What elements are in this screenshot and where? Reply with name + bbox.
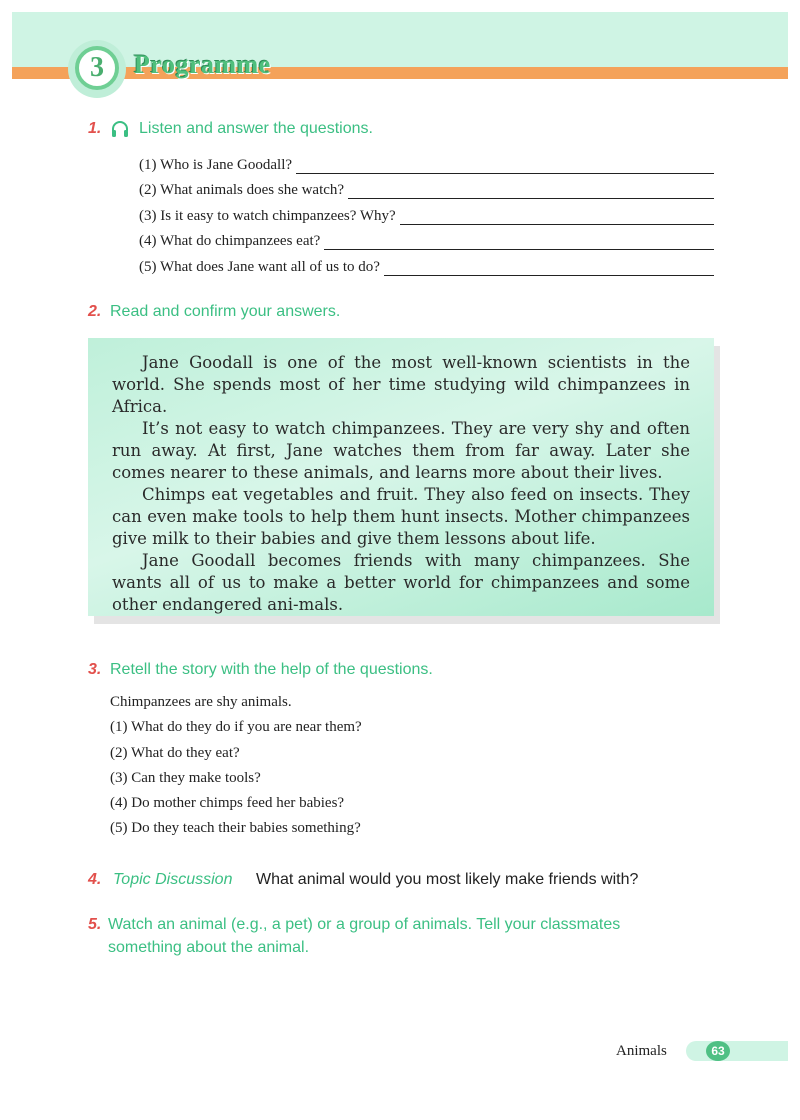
item-5-instruction-line-1: Watch an animal (e.g., a pet) or a group of animals. Tell your classmates (108, 916, 621, 933)
item-2-instruction: Read and confirm your answers. (110, 303, 341, 320)
question-row (139, 250, 714, 276)
question-row (139, 225, 714, 251)
section-number: 3 (75, 46, 119, 90)
answer-line[interactable] (296, 159, 714, 174)
item-5-instruction-line-2: something about the animal. (108, 939, 310, 956)
retell-question: (2) What do they eat? (110, 744, 240, 761)
question-text: (5) What does Jane want all of us to do? (139, 258, 380, 275)
question-text: (2) What animals does she watch? (139, 182, 345, 199)
topic-discussion-question: What animal would you most likely make friends with? (256, 871, 639, 888)
answer-line[interactable] (384, 261, 714, 276)
item-3-number: 3. (88, 661, 102, 678)
answer-line[interactable] (324, 235, 714, 250)
question-text: (4) What do chimpanzees eat? (139, 233, 321, 250)
header-stripe (12, 67, 788, 79)
question-text: (1) Who is Jane Goodall? (139, 156, 293, 173)
header-band (12, 12, 788, 70)
retell-question: (5) Do they teach their babies something? (110, 820, 361, 837)
question-row (139, 174, 714, 200)
passage-paragraph: Chimps eat vegetables and fruit. They also feed on insects. They can even make tools to help them hunt insects. Mother chimpanzees give milk to their babies and give them lessons about life. (112, 485, 690, 548)
topic-discussion-label: Topic Discussion (113, 871, 233, 888)
question-row (139, 199, 714, 225)
item-1-number: 1. (88, 120, 102, 137)
retell-question: (1) What do they do if you are near them? (110, 719, 362, 736)
question-text: (3) Is it easy to watch chimpanzees? Why? (139, 207, 396, 224)
footer-unit-label: Animals (616, 1043, 667, 1059)
question-row (139, 148, 714, 174)
listening-questions (139, 148, 714, 276)
retell-question: (3) Can they make tools? (110, 769, 261, 786)
answer-line[interactable] (400, 210, 714, 225)
passage-paragraph: It’s not easy to watch chimpanzees. They are very shy and often run away. At first, Jane watches them from far away. Later she comes nearer to these animals, and learns more about their lives. (112, 419, 690, 482)
reading-passage (112, 352, 690, 616)
section-title: Programme (134, 50, 271, 79)
passage-paragraph: Jane Goodall is one of the most well-known scientists in the world. She spends most of her time studying wild chimpanzees in Africa. (112, 353, 690, 416)
retell-question: (4) Do mother chimps feed her babies? (110, 795, 345, 812)
headphones-icon (110, 119, 130, 139)
footer-tab (686, 1041, 788, 1061)
answer-line[interactable] (348, 184, 714, 199)
item-1-instruction: Listen and answer the questions. (139, 120, 373, 137)
retell-list (110, 690, 362, 842)
passage-paragraph: Jane Goodall becomes friends with many chimpanzees. She wants all of us to make a better world for chimpanzees and some other endangered ani-mals. (112, 551, 690, 614)
item-3-instruction: Retell the story with the help of the questions. (110, 661, 433, 678)
item-5-number: 5. (88, 916, 102, 933)
page-number: 63 (706, 1041, 730, 1061)
item-2-number: 2. (88, 303, 102, 320)
retell-intro: Chimpanzees are shy animals. (110, 694, 292, 710)
item-4-number: 4. (88, 871, 102, 888)
